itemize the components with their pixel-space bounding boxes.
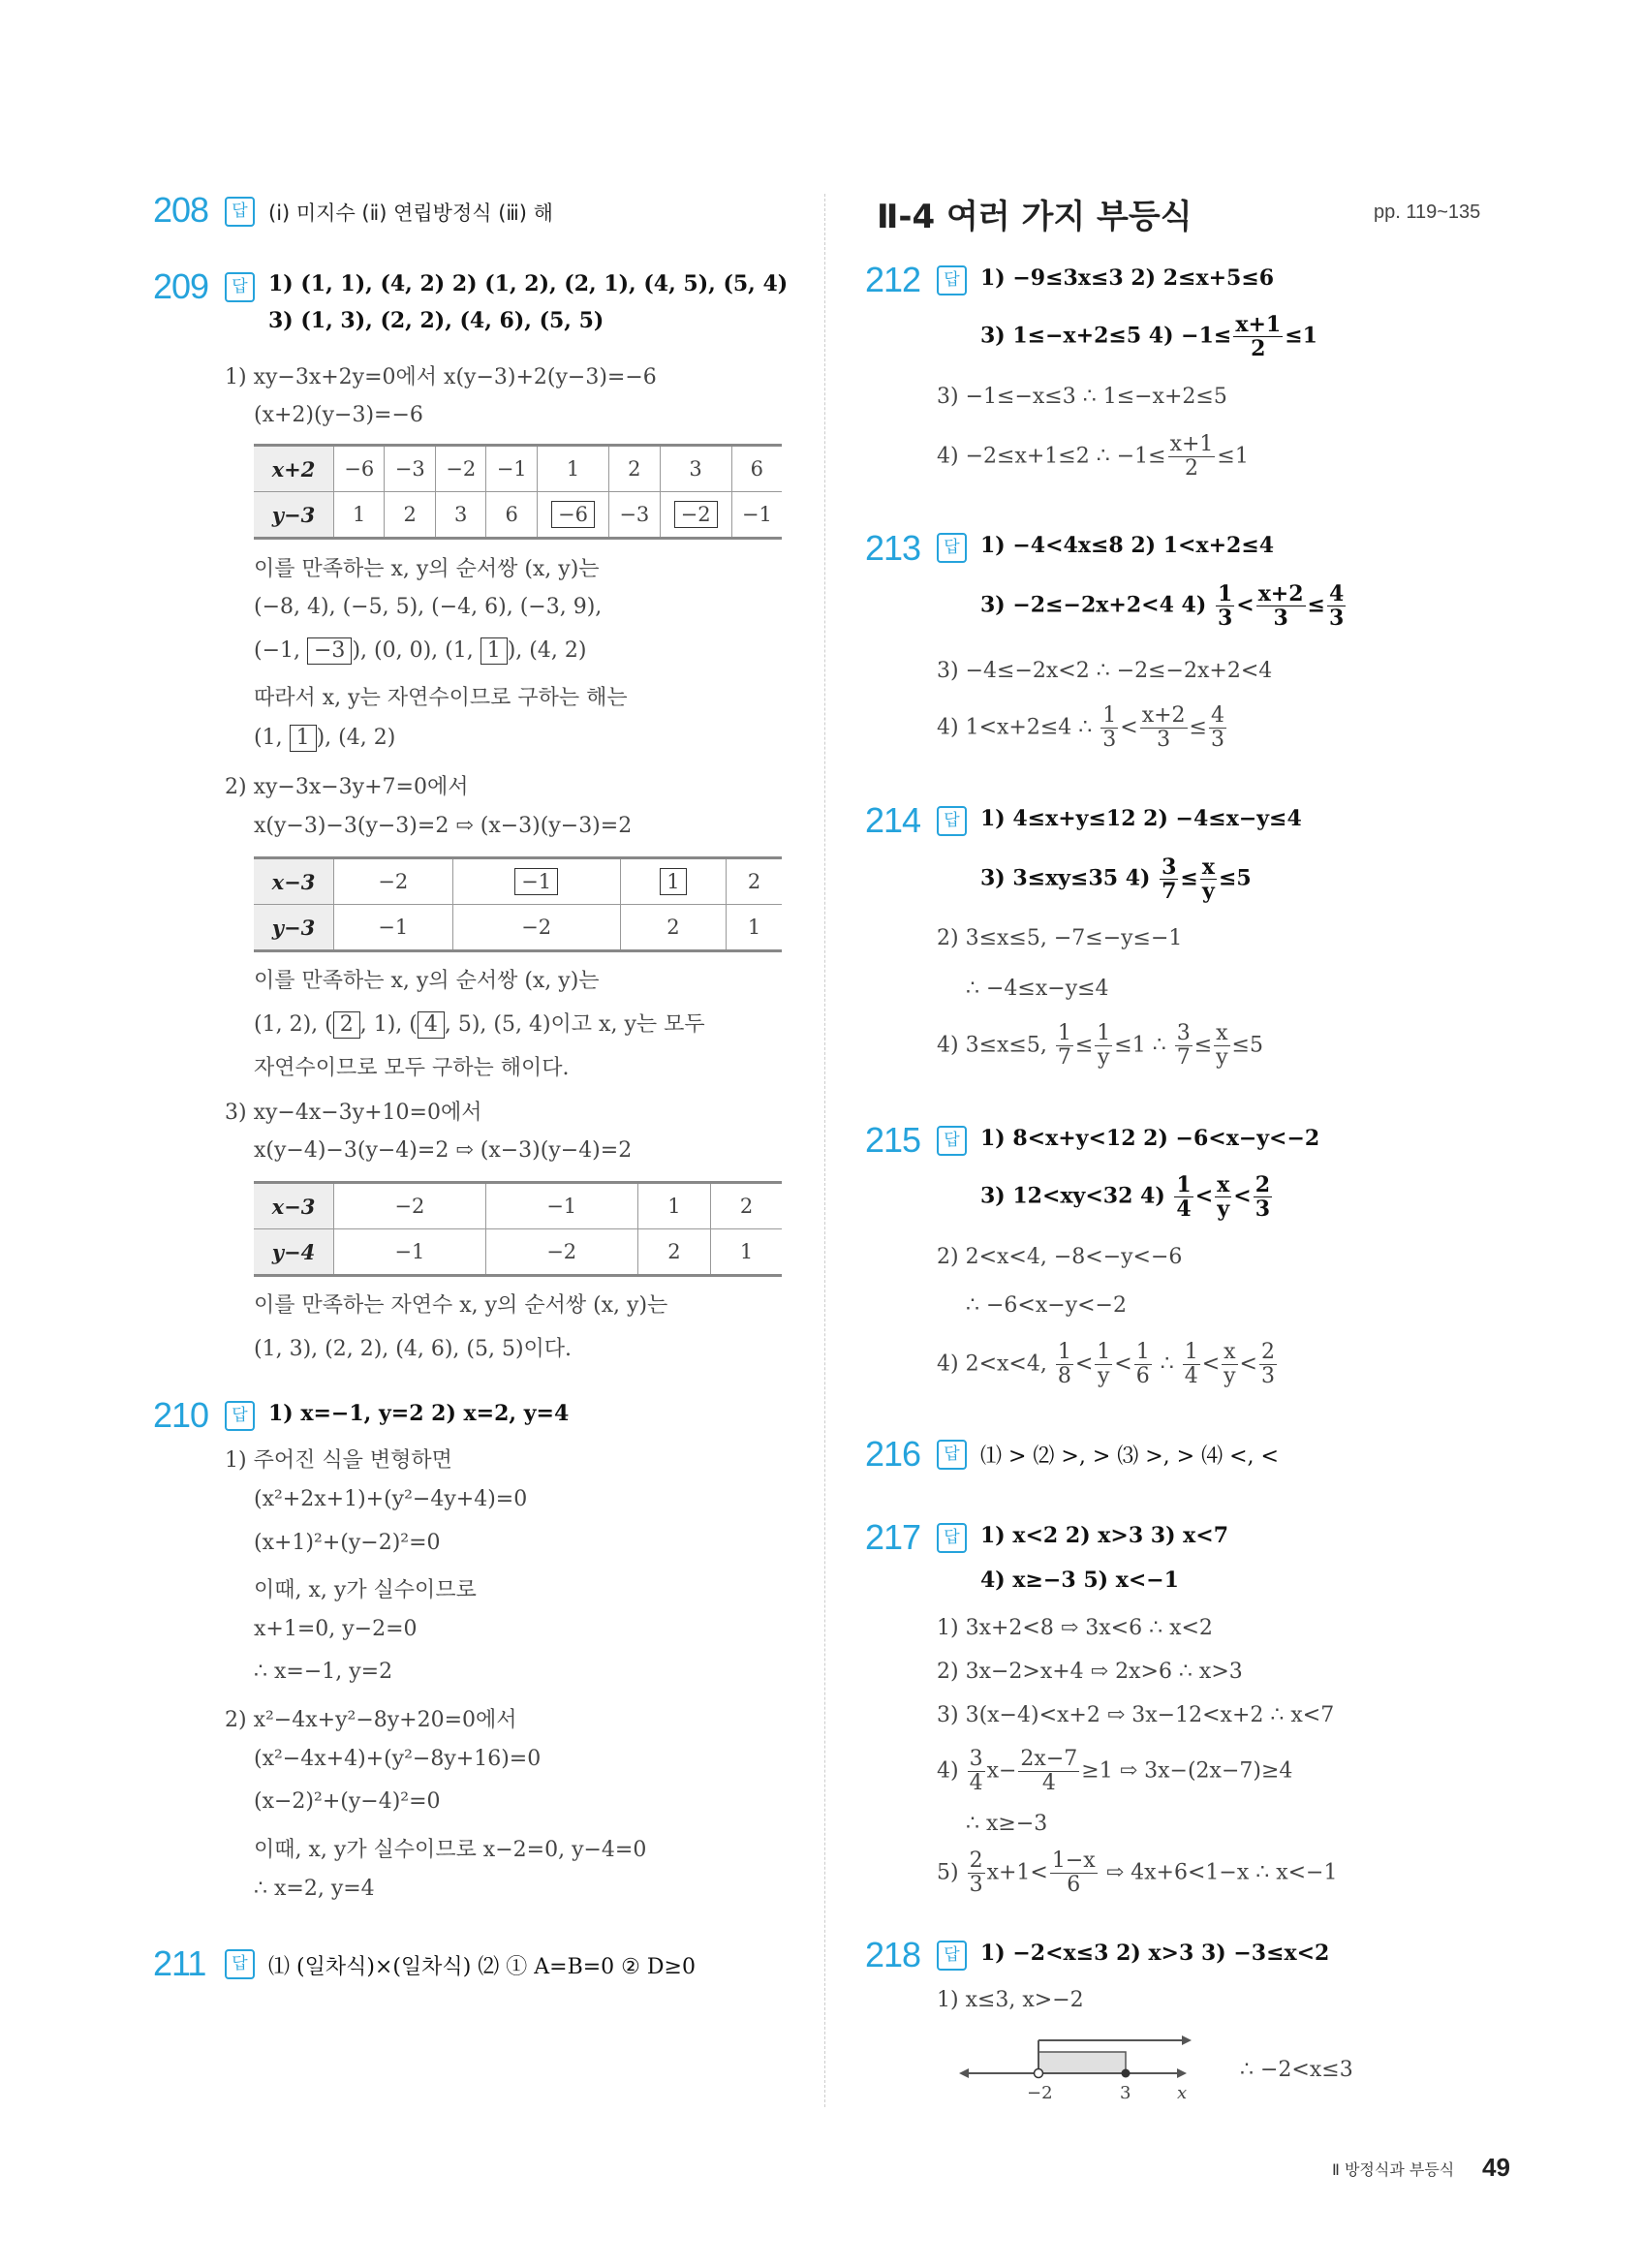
answer-label: 답 bbox=[937, 806, 967, 836]
section-title: Ⅱ-4 여러 가지 부등식 bbox=[877, 198, 1193, 236]
p215-line1: 2) 2<x<4, −8<−y<−6 bbox=[937, 1245, 1183, 1269]
p210-line1: 1) 주어진 식을 변형하면 bbox=[225, 1448, 452, 1473]
answer-label: 답 bbox=[937, 1126, 967, 1156]
p217-line2: 2) 3x−2>x+4 ⇨ 2x>6 ∴ x>3 bbox=[937, 1660, 1243, 1684]
answer-label: 답 bbox=[225, 1949, 255, 1979]
p209-s2-line2: x(y−3)−3(y−3)=2 ⇨ (x−3)(y−3)=2 bbox=[254, 814, 633, 838]
problem-217-answer-line1: 1) x<2 2) x>3 3) x<7 bbox=[980, 1523, 1229, 1548]
answer-label: 답 bbox=[937, 1523, 967, 1553]
p217-line3: 3) 3(x−4)<x+2 ⇨ 3x−12<x+2 ∴ x<7 bbox=[937, 1703, 1335, 1727]
p209-table2 bbox=[254, 856, 782, 952]
p209-s2-head: 2) xy−3x−3y+7=0에서 bbox=[225, 775, 469, 799]
p210-line7: 2) x²−4x+y²−8y+20=0에서 bbox=[225, 1708, 517, 1732]
p210-line5: x+1=0, y−2=0 bbox=[254, 1617, 418, 1641]
tick-label-minus2: −2 bbox=[1027, 2083, 1053, 2102]
p218-result: ∴ −2<x≤3 bbox=[1240, 2058, 1353, 2082]
table-row: y−4 −1 −2 2 1 bbox=[254, 1229, 782, 1276]
p210-line6: ∴ x=−1, y=2 bbox=[254, 1660, 393, 1684]
p209-s1-line3: 이를 만족하는 x, y의 순서쌍 (x, y)는 bbox=[254, 557, 600, 581]
p210-line9: (x−2)²+(y−4)²=0 bbox=[254, 1789, 441, 1814]
page-number: 49 bbox=[1482, 2153, 1510, 2182]
problem-212-answer-line1: 1) −9≤3x≤3 2) 2≤x+5≤6 bbox=[980, 265, 1275, 291]
problem-213-answer-line2: 3) −2≤−2x+2<4 4) $\frac{1}{3}$ < $\frac{x+2}{3}$ ≤ $\frac{4}{3}$ bbox=[980, 581, 1345, 631]
p209-s2-line3: 이를 만족하는 x, y의 순서쌍 (x, y)는 bbox=[254, 969, 600, 993]
answer-label: 답 bbox=[937, 265, 967, 295]
p210-line2: (x²+2x+1)+(y²−4y+4)=0 bbox=[254, 1487, 528, 1511]
arrow-head bbox=[1182, 2035, 1192, 2045]
problem-216-answer: ⑴ > ⑵ >, > ⑶ >, > ⑷ <, < bbox=[980, 1445, 1279, 1469]
axis-var-label: x bbox=[1177, 2083, 1188, 2102]
problem-218-answer: 1) −2<x≤3 2) x>3 3) −3≤x<2 bbox=[980, 1941, 1330, 1966]
axis-arrow bbox=[1177, 2068, 1187, 2078]
p217-line1: 1) 3x+2<8 ⇨ 3x<6 ∴ x<2 bbox=[937, 1616, 1213, 1640]
column-divider bbox=[824, 194, 825, 2107]
p213-line1: 3) −4≤−2x<2 ∴ −2≤−2x+2<4 bbox=[937, 659, 1273, 683]
problem-208-answer: (ⅰ) 미지수 (ⅱ) 연립방정식 (ⅲ) 해 bbox=[268, 202, 553, 225]
p209-s1-line6: 따라서 x, y는 자연수이므로 구하는 해는 bbox=[254, 686, 628, 710]
answer-label: 답 bbox=[937, 1440, 967, 1470]
p213-line2: 4) 1<x+2≤4 ∴ $\frac{1}{3}$ < $\frac{x+2}{3}$ ≤ $\frac{4}{3}$ bbox=[937, 703, 1224, 752]
open-dot bbox=[1035, 2069, 1043, 2078]
answer-label: 답 bbox=[225, 1401, 255, 1431]
table-row: x−3 −2 −1 1 2 bbox=[254, 1183, 782, 1229]
answer-label: 답 bbox=[937, 533, 967, 563]
p215-line3: 4) 2<x<4, $\frac{1}{8}$ < $\frac{1}{y}$ < $\frac{1}{6}$ ∴ $\frac{1}{4}$ < $\frac{x}{y}$ < $\frac{2}{3}$ bbox=[937, 1340, 1275, 1388]
problem-211-answer: ⑴ (일차식)×(일차식) ⑵ ① A=B=0 ② D≥0 bbox=[268, 1955, 696, 1979]
problem-218-number: 218 bbox=[865, 1935, 921, 1974]
section-pages: pp. 119~135 bbox=[1374, 202, 1481, 223]
closed-dot bbox=[1122, 2069, 1131, 2078]
p214-line2: ∴ −4≤x−y≤4 bbox=[966, 977, 1109, 1001]
problem-214-answer-line2: 3) 3≤xy≤35 4) $\frac{3}{7}$ ≤ $\frac{x}{y}$ ≤5 bbox=[980, 854, 1252, 904]
p212-line1: 3) −1≤−x≤3 ∴ 1≤−x+2≤5 bbox=[937, 385, 1227, 409]
problem-211-number: 211 bbox=[153, 1943, 206, 1983]
problem-217-number: 217 bbox=[865, 1517, 921, 1557]
answer-label: 답 bbox=[937, 1941, 967, 1971]
p209-s1-line7: (1, 1 ), (4, 2) bbox=[254, 726, 396, 750]
p210-line11: ∴ x=2, y=4 bbox=[254, 1877, 375, 1901]
problem-212-answer-line2: 3) 1≤−x+2≤5 4) −1≤ $\frac{x+1}{2}$ ≤1 bbox=[980, 312, 1317, 361]
problem-210-answer: 1) x=−1, y=2 2) x=2, y=4 bbox=[268, 1401, 570, 1426]
p209-s2-line4: (1, 2), ( 2 , 1), ( 4 , 5), (5, 4)이고 x, y는 모두 bbox=[254, 1012, 705, 1037]
number-line-diagram bbox=[959, 2025, 1211, 2102]
p214-line3: 4) 3≤x≤5, $\frac{1}{7}$ ≤ $\frac{1}{y}$ ≤1 ∴ $\frac{3}{7}$ ≤ $\frac{x}{y}$ ≤5 bbox=[937, 1021, 1263, 1070]
table-row: x−3 −2 −1 1 2 bbox=[254, 858, 782, 905]
p209-s3-line2: x(y−4)−3(y−4)=2 ⇨ (x−3)(y−4)=2 bbox=[254, 1138, 633, 1163]
p210-line4: 이때, x, y가 실수이므로 bbox=[254, 1578, 477, 1602]
problem-210-number: 210 bbox=[153, 1395, 209, 1435]
solution-region bbox=[1038, 2052, 1126, 2073]
footer-chapter: Ⅱ 방정식과 부등식 bbox=[1332, 2160, 1455, 2179]
tick-label-3: 3 bbox=[1120, 2083, 1131, 2102]
p209-s1-line2: (x+2)(y−3)=−6 bbox=[254, 403, 423, 427]
problem-215-answer-line2: 3) 12<xy<32 4) $\frac{1}{4}$ < $\frac{x}{y}$ < $\frac{2}{3}$ bbox=[980, 1172, 1271, 1222]
problem-209-number: 209 bbox=[153, 266, 209, 306]
problem-209-answer-line1: 1) (1, 1), (4, 2) 2) (1, 2), (2, 1), (4, 5), (5, 4) bbox=[268, 271, 789, 296]
p209-s2-line5: 자연수이므로 모두 구하는 해이다. bbox=[254, 1056, 570, 1080]
p214-line1: 2) 3≤x≤5, −7≤−y≤−1 bbox=[937, 926, 1183, 950]
p209-s1-line5: (−1, −3 ), (0, 0), (1, 1 ), (4, 2) bbox=[254, 638, 587, 663]
p210-line3: (x+1)²+(y−2)²=0 bbox=[254, 1531, 441, 1555]
p209-s1-line4: (−8, 4), (−5, 5), (−4, 6), (−3, 9), bbox=[254, 595, 603, 619]
problem-215-answer-line1: 1) 8<x+y<12 2) −6<x−y<−2 bbox=[980, 1126, 1320, 1151]
p217-line5: ∴ x≥−3 bbox=[966, 1812, 1048, 1836]
p209-s3-head: 3) xy−4x−3y+10=0에서 bbox=[225, 1101, 482, 1125]
axis-arrow bbox=[959, 2068, 969, 2078]
p217-line6: 5) $\frac{2}{3}$ x+1< $\frac{1-x}{6}$ ⇨ 4x+6<1−x ∴ x<−1 bbox=[937, 1849, 1338, 1897]
p218-line1: 1) x≤3, x>−2 bbox=[937, 1988, 1084, 2012]
p210-line8: (x²−4x+4)+(y²−8y+16)=0 bbox=[254, 1747, 542, 1771]
p209-table1 bbox=[254, 444, 782, 540]
answer-label: 답 bbox=[225, 197, 255, 227]
problem-209-answer-line2: 3) (1, 3), (2, 2), (4, 6), (5, 5) bbox=[268, 308, 604, 333]
p210-line10: 이때, x, y가 실수이므로 x−2=0, y−4=0 bbox=[254, 1838, 647, 1862]
p215-line2: ∴ −6<x−y<−2 bbox=[966, 1293, 1127, 1318]
p217-line4: 4) $\frac{3}{4}$ x− $\frac{2x-7}{4}$ ≥1 ⇨ 3x−(2x−7)≥4 bbox=[937, 1747, 1293, 1795]
table-row: y−3 −1 −2 2 1 bbox=[254, 905, 782, 951]
p212-line2: 4) −2≤x+1≤2 ∴ −1≤ $\frac{x+1}{2}$ ≤1 bbox=[937, 432, 1249, 481]
answer-label: 답 bbox=[225, 272, 255, 302]
problem-217-answer-line2: 4) x≥−3 5) x<−1 bbox=[980, 1568, 1179, 1593]
p209-s3-line3: 이를 만족하는 자연수 x, y의 순서쌍 (x, y)는 bbox=[254, 1293, 668, 1318]
problem-214-answer-line1: 1) 4≤x+y≤12 2) −4≤x−y≤4 bbox=[980, 806, 1302, 831]
problem-214-number: 214 bbox=[865, 800, 921, 840]
problem-213-number: 213 bbox=[865, 528, 921, 568]
p209-s1-head: 1) xy−3x+2y=0에서 x(y−3)+2(y−3)=−6 bbox=[225, 365, 657, 389]
table-row: y−3 1 2 3 6 −6 −3 −2 −1 bbox=[254, 492, 782, 539]
p209-s3-line4: (1, 3), (2, 2), (4, 6), (5, 5)이다. bbox=[254, 1337, 573, 1361]
problem-208-number: 208 bbox=[153, 190, 209, 230]
problem-213-answer-line1: 1) −4<4x≤8 2) 1<x+2≤4 bbox=[980, 533, 1275, 558]
table-row: x+2 −6 −3 −2 −1 1 2 3 6 bbox=[254, 446, 782, 492]
problem-215-number: 215 bbox=[865, 1120, 921, 1160]
problem-212-number: 212 bbox=[865, 260, 921, 299]
p209-table3 bbox=[254, 1181, 782, 1277]
problem-216-number: 216 bbox=[865, 1434, 921, 1474]
